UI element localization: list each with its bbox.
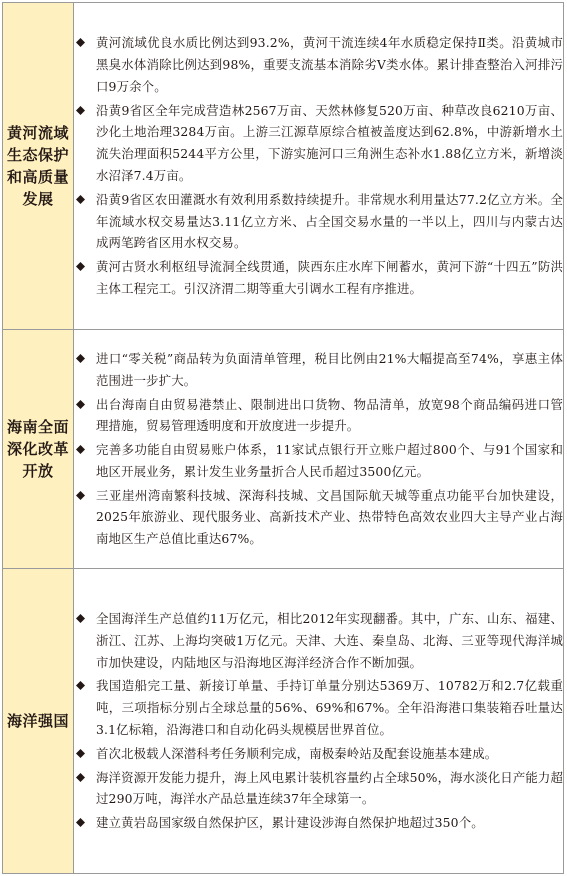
section-category-label: 海洋强国 xyxy=(3,569,74,874)
diamond-bullet-icon xyxy=(76,614,85,623)
list-item xyxy=(74,608,563,673)
section-row xyxy=(3,569,564,874)
diamond-bullet-icon xyxy=(76,445,85,454)
list-item-text: 全国海洋生产总值约11万亿元，相比2012年实现翻番。其中，广东、山东、福建、浙江、江苏、上海均突破1万亿元。天津、大连、秦皇岛、北海、三亚等现代海洋城市加快建设，内陆地区与沿海地区海洋经济合作不断加强。 xyxy=(96,611,563,670)
diamond-bullet-icon xyxy=(76,818,85,827)
section-row xyxy=(3,330,564,569)
section-content xyxy=(74,330,564,569)
policy-achievements-table xyxy=(2,2,564,874)
list-item xyxy=(74,675,563,740)
list-item xyxy=(74,256,563,300)
list-item xyxy=(74,394,563,438)
list-item-text: 完善多功能自由贸易账户体系，11家试点银行开立账户超过800个、与91个国家和地区开展业务，累计发生业务量折合人民币超过3500亿元。 xyxy=(96,442,563,479)
diamond-bullet-icon xyxy=(76,681,85,690)
section-content xyxy=(74,569,564,874)
list-item xyxy=(74,812,563,834)
list-item xyxy=(74,348,563,392)
diamond-bullet-icon xyxy=(76,491,85,500)
list-item-text: 沿黄9省区农田灌溉水有效利用系数持续提升。非常规水利用量达77.2亿立方米。全年流域水权交易量达3.11亿立方米、占全国交易水量的一半以上，四川与内蒙古达成两笔跨省区用水权交易。 xyxy=(96,191,563,251)
list-item-text: 首次北极载人深潜科考任务顺利完成，南极秦岭站及配套设施基本建成。 xyxy=(96,745,498,761)
list-item-text: 黄河流域优良水质比例达到93.2%，黄河干流连续4年水质稳定保持Ⅱ类。沿黄城市黑臭水体消除比例达到98%，重要支流基本消除劣Ⅴ类水体。累计排查整治入河排污口9万余个。 xyxy=(96,35,563,94)
list-item xyxy=(74,767,563,811)
list-item-text: 建立黄岩岛国家级自然保护区，累计建设涉海自然保护地超过350个。 xyxy=(96,815,484,831)
list-item xyxy=(74,32,563,97)
diamond-bullet-icon xyxy=(76,773,85,782)
diamond-bullet-icon xyxy=(76,38,85,47)
list-item xyxy=(74,743,563,765)
list-item xyxy=(74,485,563,550)
list-item xyxy=(74,100,563,187)
list-item-text: 黄河古贤水利枢纽导流洞全线贯通，陕西东庄水库下闸蓄水，黄河下游“十四五”防洪主体工程完工。引汉济渭二期等重大引调水工程有序推进。 xyxy=(96,259,563,296)
list-item-text: 三亚崖州湾南繁科技城、深海科技城、文昌国际航天城等重点功能平台加快建设，2025年旅游业、现代服务业、高新技术产业、热带特色高效农业四大主导产业占海南地区生产总值比重达67%。 xyxy=(96,487,563,547)
list-item xyxy=(74,439,563,483)
section-row xyxy=(3,3,564,330)
table-body xyxy=(3,3,564,874)
diamond-bullet-icon xyxy=(76,354,85,363)
list-item-text: 进口“零关税”商品转为负面清单管理，税目比例由21%大幅提高至74%，享惠主体范围进一步扩大。 xyxy=(96,350,563,388)
list-item-text: 我国造船完工量、新接订单量、手持订单量分别达5369万、10782万和2.7亿载重吨，三项指标分别占全球总量的56%、69%和67%。全年沿海港口集装箱吞吐量达3.1亿标箱，沿海港口和自动化码头规模居世界首位。 xyxy=(96,678,563,737)
bullet-list xyxy=(74,32,563,300)
diamond-bullet-icon xyxy=(76,262,85,271)
list-item-text: 出台海南自由贸易港禁止、限制进出口货物、物品清单，放宽98个商品编码进口管理措施，贸易管理透明度和开放度进一步提升。 xyxy=(96,396,563,434)
list-item-text: 沿黄9省区全年完成营造林2567万亩、天然林修复520万亩、种草改良6210万亩、沙化土地治理3284万亩。上游三江源草原综合植被盖度达到62.8%，中游新增水土流失治理面积5244平方公里，下游实施河口三角洲生态补水1.88亿立方米，新增淡水沼泽7.4万亩。 xyxy=(96,102,563,183)
bullet-list xyxy=(74,608,563,834)
section-category-label: 黄河流域 生态保护 和高质量 发展 xyxy=(3,3,74,330)
diamond-bullet-icon xyxy=(76,195,85,204)
bullet-list xyxy=(74,348,563,550)
diamond-bullet-icon xyxy=(76,106,85,115)
diamond-bullet-icon xyxy=(76,400,85,409)
section-category-label: 海南全面 深化改革 开放 xyxy=(3,330,74,569)
list-item-text: 海洋资源开发能力提升，海上风电累计装机容量约占全球50%，海水淡化日产能力超过290万吨，海洋水产品总量连续37年全球第一。 xyxy=(96,769,563,807)
section-content xyxy=(74,3,564,330)
diamond-bullet-icon xyxy=(76,749,85,758)
list-item xyxy=(74,189,563,254)
